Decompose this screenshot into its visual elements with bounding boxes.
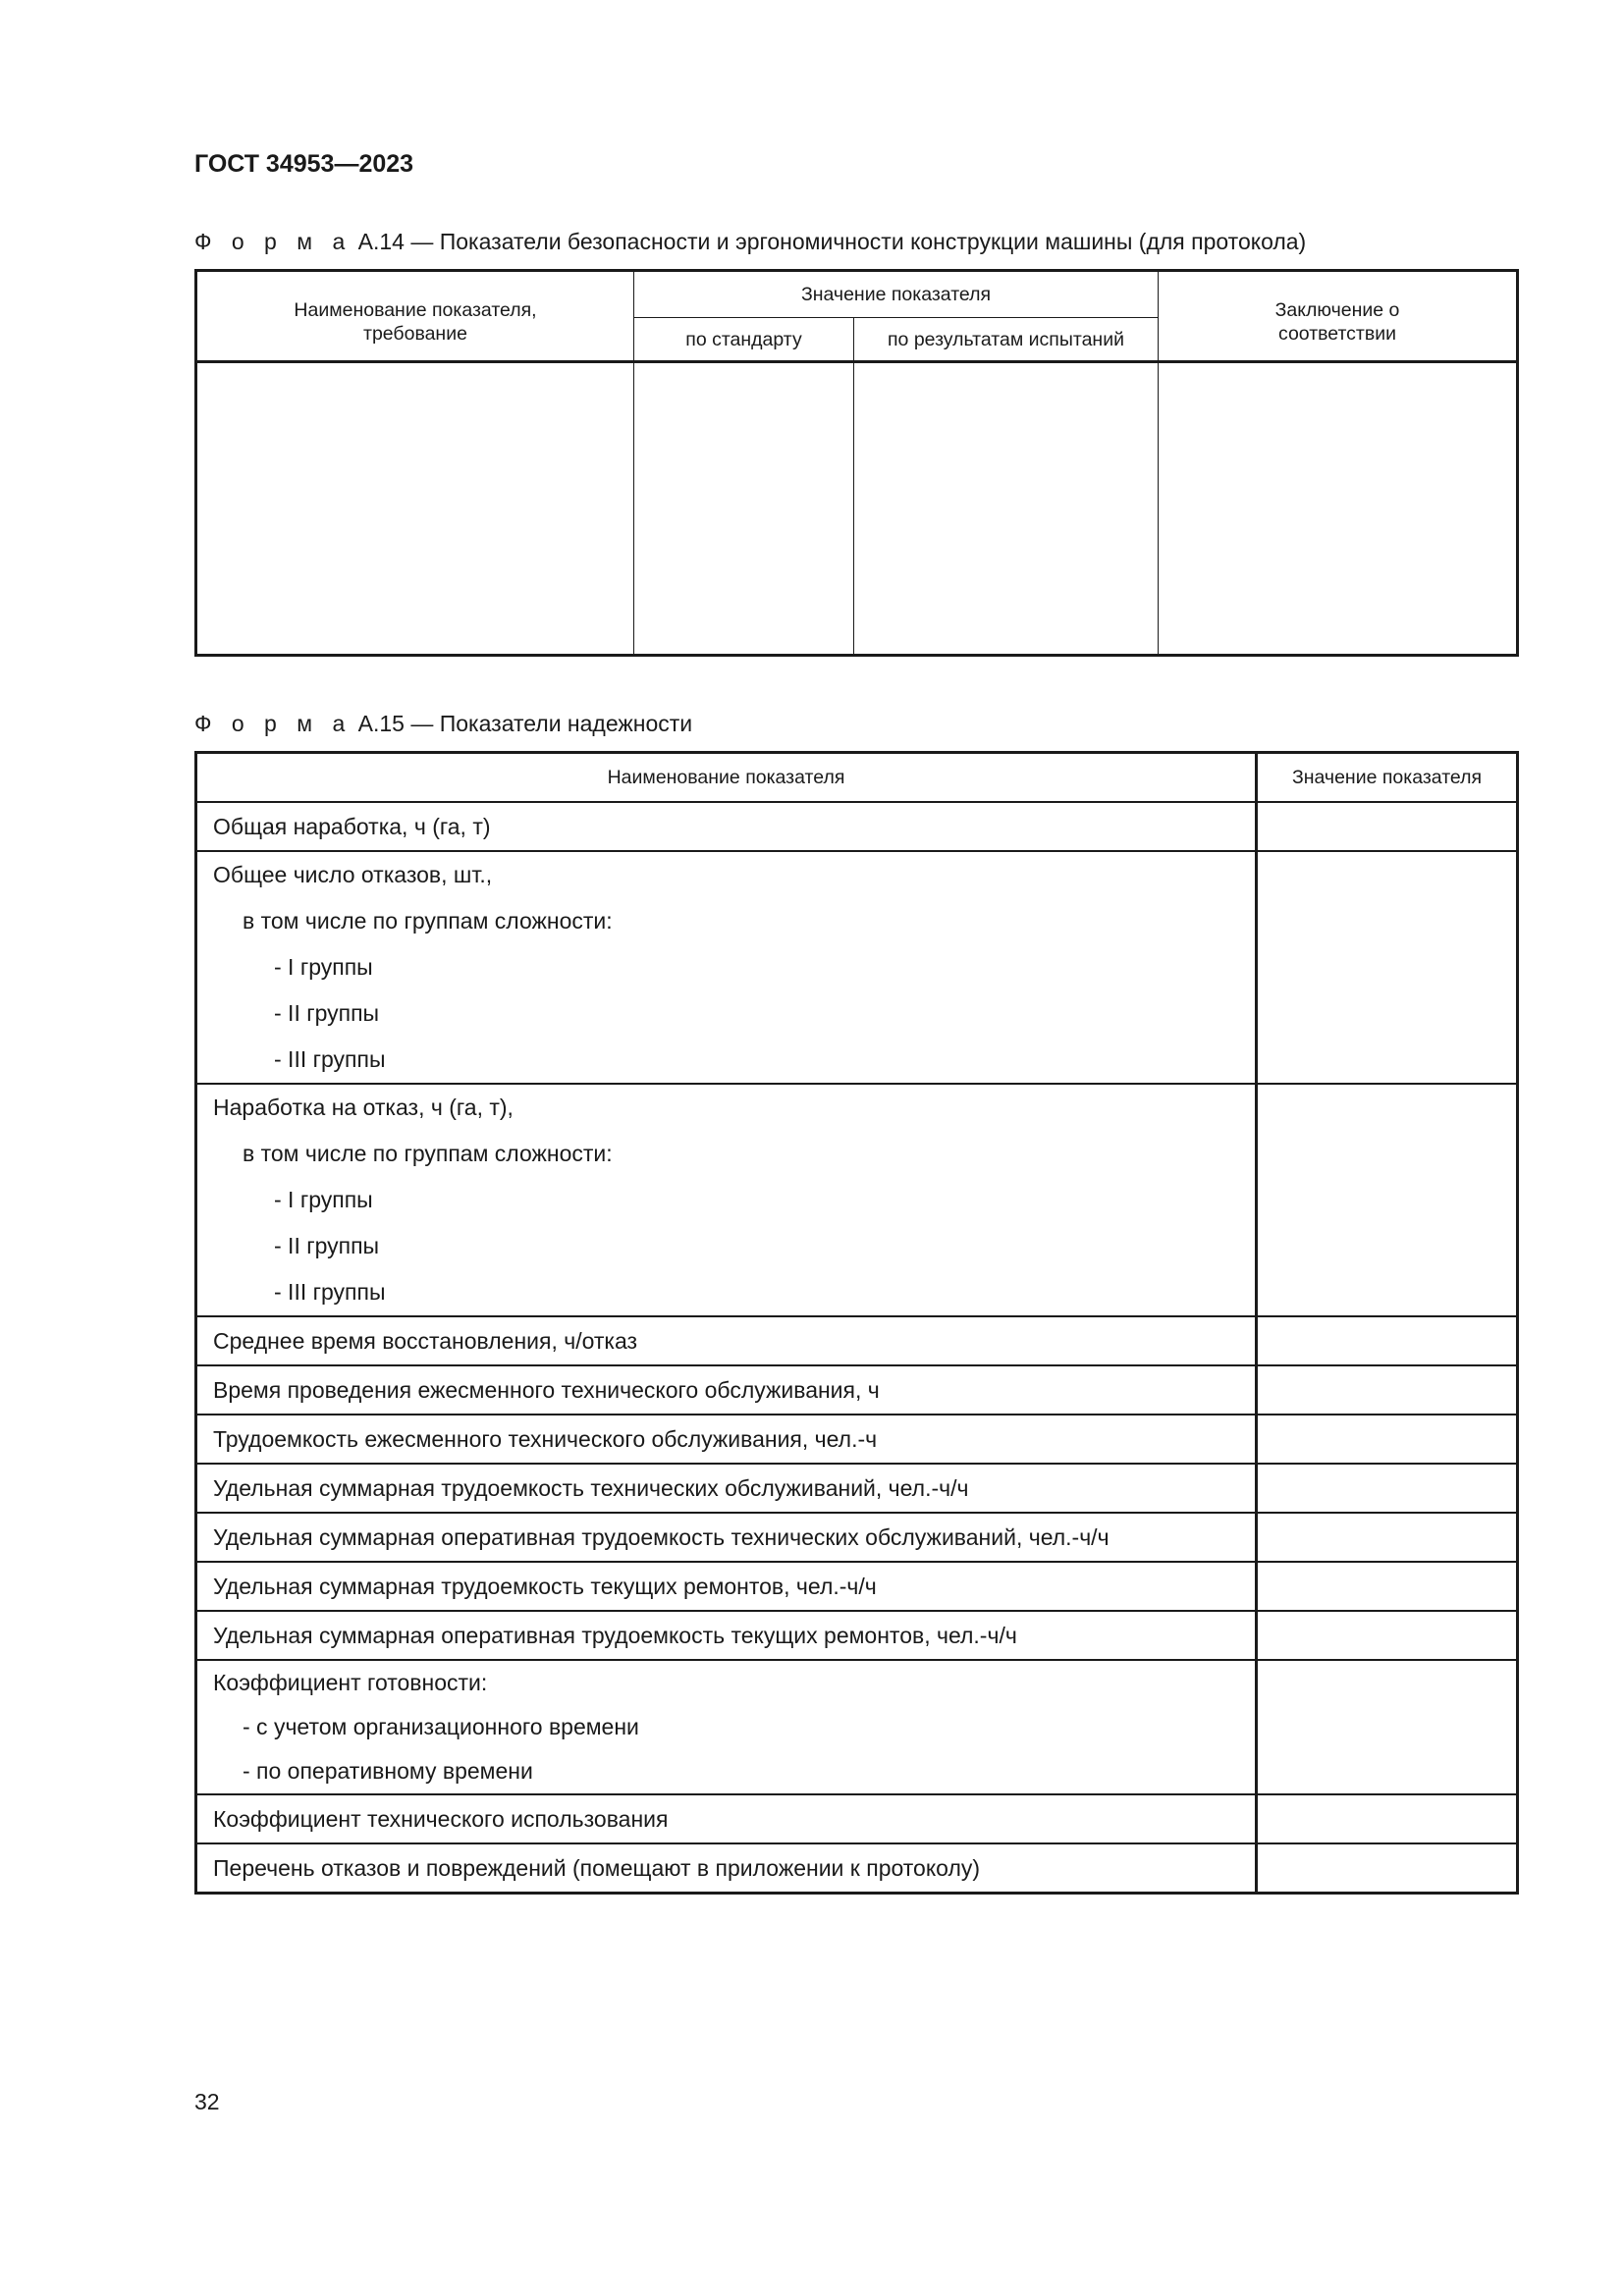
table-row [196, 1794, 1518, 1843]
form-a15-table [194, 751, 1519, 1895]
row-text: - I группы [274, 1187, 373, 1212]
value-cell [1257, 1084, 1518, 1316]
row-text: Коэффициент готовности: [213, 1670, 488, 1695]
form-a14-table [194, 269, 1519, 657]
a14-header-conclusion: Заключение о соответствии [1159, 271, 1518, 362]
a14-empty-cell [634, 362, 854, 656]
page-number: 32 [194, 2089, 220, 2114]
row-text: - по оперативному времени [243, 1758, 533, 1784]
row-text: Удельная суммарная трудоемкость технических обслуживаний, чел.-ч/ч [213, 1475, 969, 1501]
form-a15-label: Ф о р м а [194, 711, 352, 736]
table-row [196, 1365, 1518, 1415]
form-a15-caption [194, 711, 692, 737]
row-text: Удельная суммарная оперативная трудоемкость технических обслуживаний, чел.-ч/ч [213, 1524, 1110, 1550]
row-text: Общее число отказов, шт., [213, 862, 493, 887]
table-row [196, 1084, 1518, 1316]
table-row [196, 1464, 1518, 1513]
row-text: Коэффициент технического использования [213, 1806, 669, 1832]
table-row [196, 802, 1518, 851]
form-a14-caption [194, 229, 1306, 255]
row-text: - III группы [274, 1046, 386, 1072]
row-text: - II группы [274, 1000, 380, 1026]
row-text: Среднее время восстановления, ч/отказ [213, 1328, 638, 1354]
value-cell [1257, 1562, 1518, 1611]
row-text: в том числе по группам сложности: [243, 908, 613, 934]
row-text: Общая наработка, ч (га, т) [213, 814, 491, 839]
row-text: Удельная суммарная трудоемкость текущих ремонтов, чел.-ч/ч [213, 1574, 877, 1599]
row-text: - с учетом организационного времени [243, 1714, 639, 1739]
value-cell [1257, 1464, 1518, 1513]
table-row [196, 1513, 1518, 1562]
value-cell [1257, 1794, 1518, 1843]
table-row [196, 1415, 1518, 1464]
value-cell [1257, 851, 1518, 1084]
row-text: Наработка на отказ, ч (га, т), [213, 1095, 514, 1120]
row-text: Трудоемкость ежесменного технического обслуживания, чел.-ч [213, 1426, 878, 1452]
value-cell [1257, 1316, 1518, 1365]
table-row [196, 1316, 1518, 1365]
row-text: в том числе по группам сложности: [243, 1141, 613, 1166]
table-row [196, 1562, 1518, 1611]
form-a15-title: А.15 — Показатели надежности [357, 711, 693, 736]
value-cell [1257, 802, 1518, 851]
row-text: - I группы [274, 954, 373, 980]
form-a14-title: А.14 — Показатели безопасности и эргономичности конструкции машины (для протокола) [357, 229, 1307, 254]
table-row [196, 1843, 1518, 1894]
a14-header-by-test: по результатам испытаний [854, 318, 1159, 362]
a14-header-value-group: Значение показателя [634, 271, 1159, 318]
table-row [196, 1611, 1518, 1660]
a15-header-name: Наименование показателя [196, 753, 1257, 803]
row-text: Перечень отказов и повреждений (помещают в приложении к протоколу) [213, 1855, 981, 1881]
row-text: - III группы [274, 1279, 386, 1305]
a15-header-value: Значение показателя [1257, 753, 1518, 803]
row-text: Удельная суммарная оперативная трудоемкость текущих ремонтов, чел.-ч/ч [213, 1623, 1017, 1648]
a14-header-by-standard: по стандарту [634, 318, 854, 362]
table-row [196, 1660, 1518, 1794]
a14-empty-cell [1159, 362, 1518, 656]
row-text: - II группы [274, 1233, 380, 1258]
a14-empty-cell [854, 362, 1159, 656]
value-cell [1257, 1843, 1518, 1894]
document-code: ГОСТ 34953—2023 [194, 150, 414, 178]
a14-header-name: Наименование показателя, требование [196, 271, 634, 362]
row-text: Время проведения ежесменного технического обслуживания, ч [213, 1377, 880, 1403]
value-cell [1257, 1415, 1518, 1464]
a14-empty-cell [196, 362, 634, 656]
value-cell [1257, 1611, 1518, 1660]
value-cell [1257, 1660, 1518, 1794]
table-row [196, 851, 1518, 1084]
value-cell [1257, 1365, 1518, 1415]
form-a14-label: Ф о р м а [194, 229, 352, 254]
value-cell [1257, 1513, 1518, 1562]
